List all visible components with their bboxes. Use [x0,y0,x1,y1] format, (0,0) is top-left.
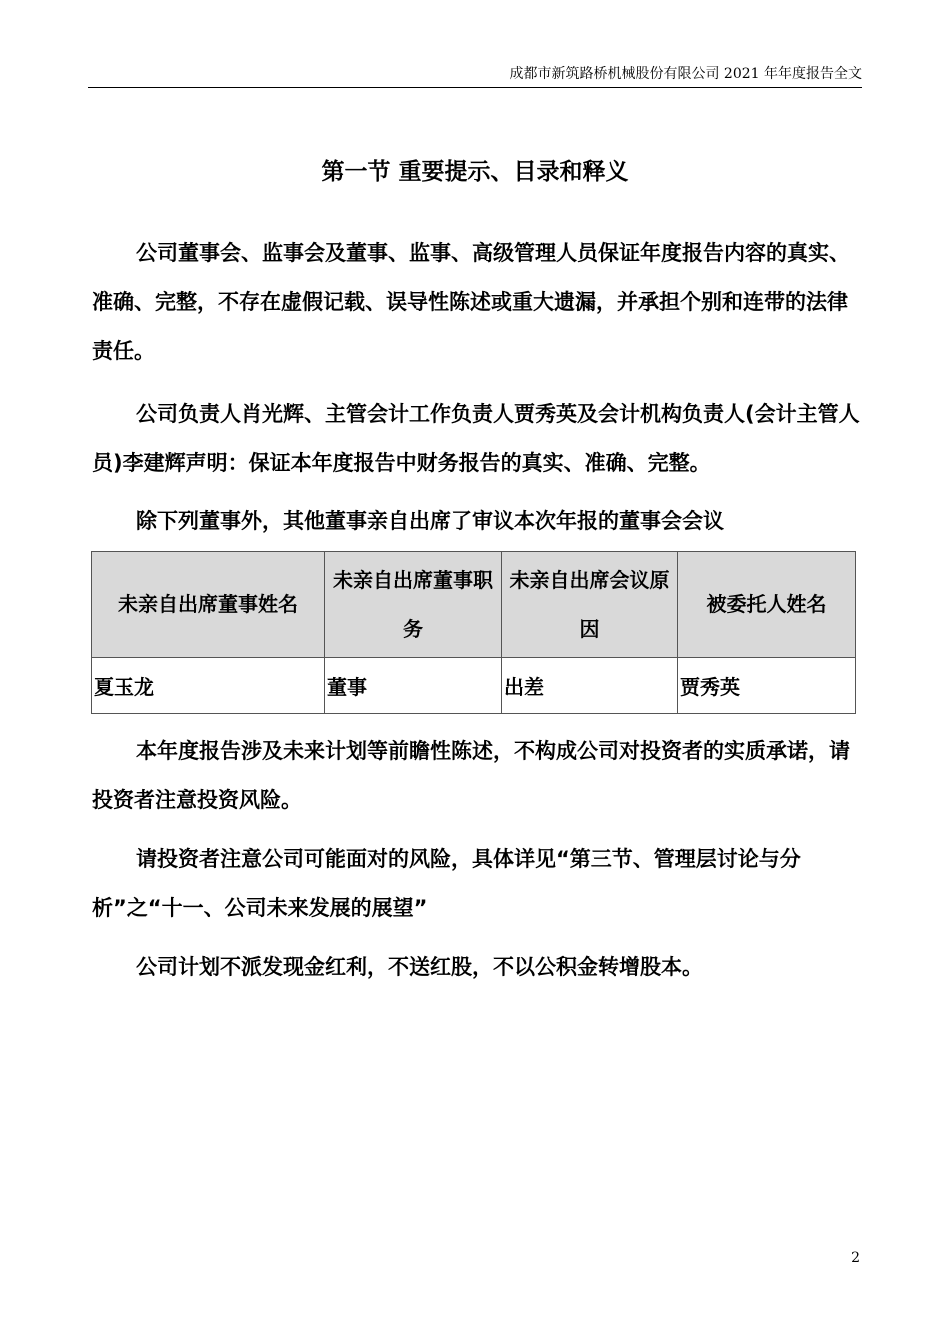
table-row [92,658,856,714]
section-title: 第一节 重要提示、目录和释义 [321,159,629,185]
paragraph-risk-reference: 请投资者注意公司可能面对的风险，具体详见“第三节、管理层讨论与分析”之“十一、公司未来发展的展望” [92,847,801,920]
table-cell: 夏玉龙 [92,658,325,714]
table-cell: 贾秀英 [678,658,856,714]
paragraph-attendance: 除下列董事外，其他董事亲自出席了审议本次年报的董事会会议 [136,509,724,533]
table-cell: 出差 [502,658,678,714]
page-header: 成都市新筑路桥机械股份有限公司 2021 年年度报告全文 [509,66,862,82]
absent-directors-table [91,551,856,714]
paragraph-responsible-statement: 公司负责人肖光辉、主管会计工作负责人贾秀英及会计机构负责人(会计主管人员)李建辉声明：保证本年度报告中财务报告的真实、准确、完整。 [92,402,860,475]
table-header-cell: 未亲自出席董事姓名 [92,552,325,658]
page-number: 2 [851,1250,860,1266]
table-header-cell: 未亲自出席会议原因 [502,552,678,658]
table-cell: 董事 [325,658,502,714]
header-rule [88,87,862,88]
paragraph-board-guarantee: 公司董事会、监事会及董事、监事、高级管理人员保证年度报告内容的真实、准确、完整，不存在虚假记载、误导性陈述或重大遗漏，并承担个别和连带的法律责任。 [92,241,850,363]
paragraph-forward-looking: 本年度报告涉及未来计划等前瞻性陈述，不构成公司对投资者的实质承诺，请投资者注意投资风险。 [92,739,850,812]
table-header-cell: 未亲自出席董事职务 [325,552,502,658]
table-header-cell: 被委托人姓名 [678,552,856,658]
paragraph-dividend-plan: 公司计划不派发现金红利，不送红股，不以公积金转增股本。 [136,955,703,979]
table-header-row [92,552,856,658]
